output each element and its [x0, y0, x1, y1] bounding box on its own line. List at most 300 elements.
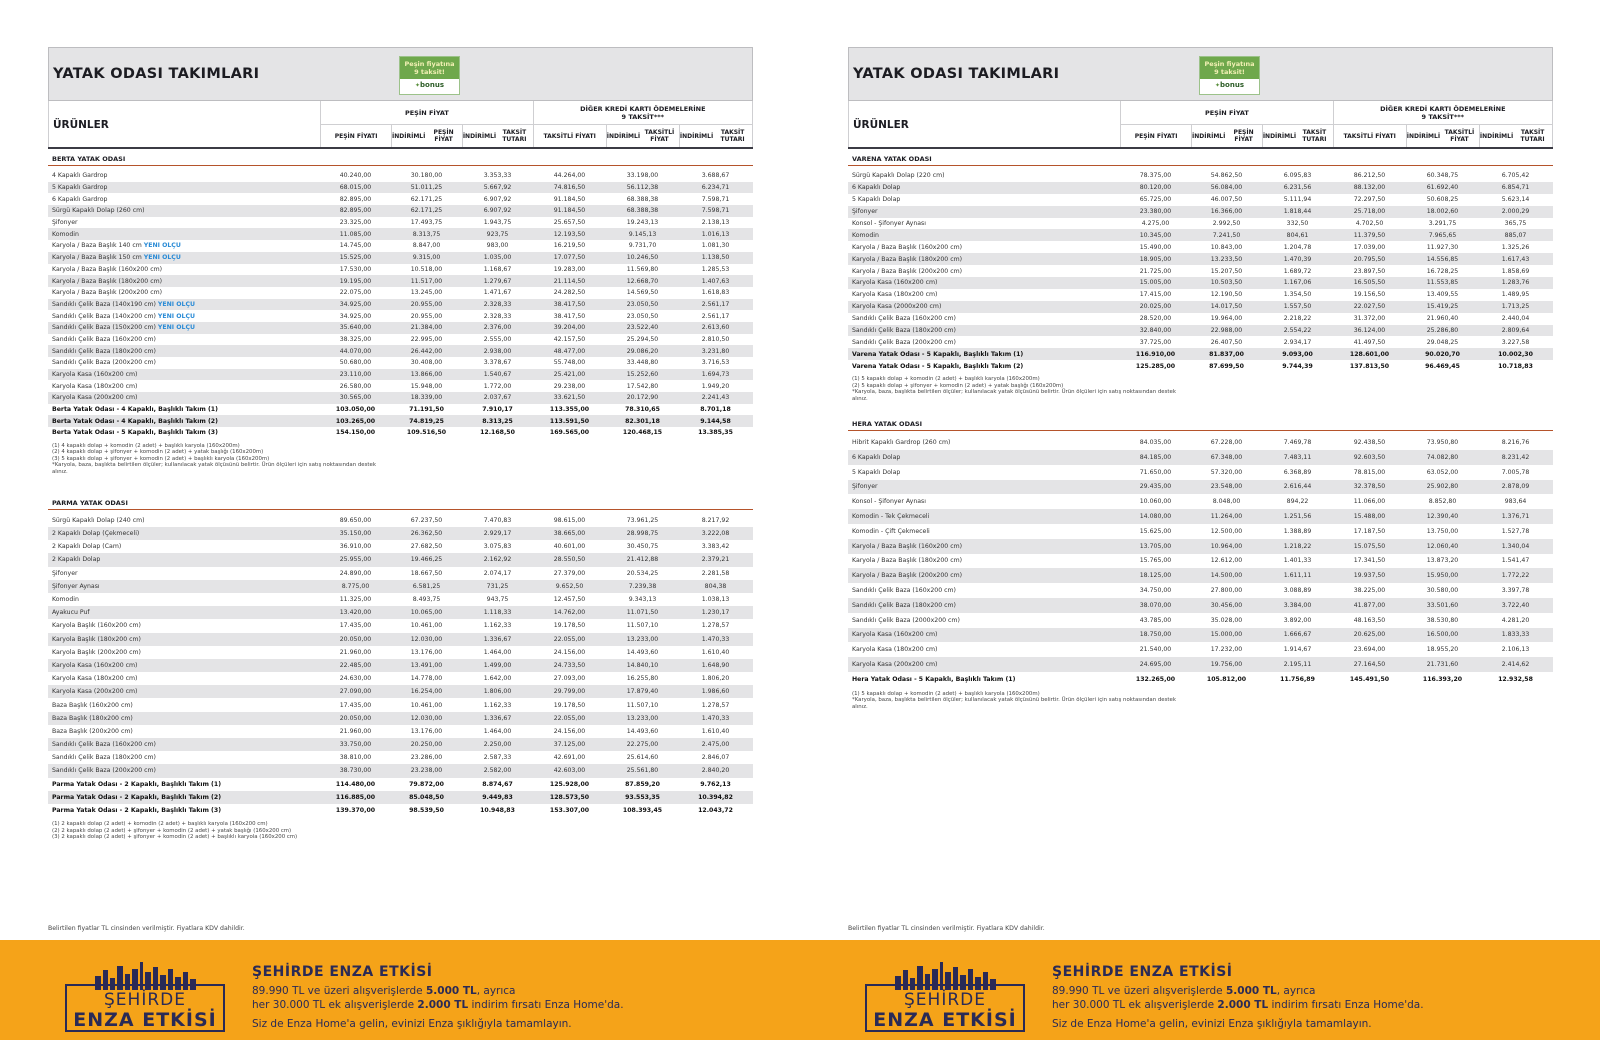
price-cell: 71.191,50 [409, 406, 444, 414]
table-row [48, 170, 753, 182]
price-cell: 116.393,20 [1422, 675, 1463, 683]
price-cell: 57.320,00 [1210, 468, 1243, 476]
price-cell: 35.150,00 [339, 530, 372, 538]
price-cell: 2.582,00 [483, 767, 512, 775]
price-cell: 923,75 [486, 230, 509, 238]
banner-line2: her 30.000 TL ek alışverişlerde 2.000 TL indirim fırsatı Enza Home'da. [1052, 999, 1424, 1011]
price-cell: 154.150,00 [335, 429, 376, 437]
bonus-logo-icon: ✦ [415, 82, 421, 89]
price-cell: 153.307,00 [549, 807, 590, 815]
price-cell: 48.163,50 [1353, 616, 1386, 624]
price-cell: 1.218,22 [1283, 542, 1312, 550]
price-cell: 11.569,80 [626, 265, 659, 273]
price-cell: 169.565,00 [549, 429, 590, 437]
price-cell: 3.892,00 [1283, 616, 1312, 624]
price-cell: 1.470,33 [701, 635, 730, 643]
price-cell: 5.623,14 [1501, 196, 1530, 204]
note-line: (1) 5 kapaklı dolap + komodin (2 adet) + başlıklı karyola (160x200m) [852, 690, 1040, 697]
price-cell: 19.156,50 [1353, 291, 1386, 299]
price-cell: 40.601,00 [553, 543, 586, 551]
price-cell: 42.691,00 [553, 754, 586, 762]
price-cell: 1.540,67 [483, 371, 512, 379]
price-cell: 92.438,50 [1353, 439, 1386, 447]
price-cell: 365,75 [1504, 220, 1527, 227]
price-cell: 16.255,80 [626, 675, 659, 683]
price-cell: 983,64 [1504, 498, 1527, 506]
table-row [848, 206, 1553, 218]
price-cell: 40.240,00 [339, 172, 372, 180]
price-cell: 15.000,00 [1210, 631, 1243, 639]
promo-badge-line2: 9 taksit! [414, 68, 445, 76]
price-cell: 2.074,17 [483, 569, 512, 577]
price-cell: 26.407,50 [1210, 338, 1243, 346]
price-cell: 10.518,00 [410, 265, 443, 273]
price-cell: 11.927,30 [1426, 243, 1459, 251]
price-cell: 84.185,00 [1139, 453, 1172, 461]
table-row [848, 313, 1553, 325]
price-cell: 67.228,00 [1210, 439, 1243, 447]
set-total-row [48, 427, 753, 439]
price-cell: 1.611,11 [1283, 572, 1312, 580]
price-cell: 20.955,00 [410, 300, 443, 308]
price-cell: 44.264,00 [553, 172, 586, 180]
product-name: Sandıklı Çelik Baza (180x200 cm) [852, 327, 956, 335]
price-cell: 5.111,94 [1283, 196, 1312, 204]
product-name: Parma Yatak Odası - 2 Kapaklı, Başlıklı Takım (2) [52, 793, 222, 801]
price-cell: 2.810,50 [701, 335, 730, 343]
product-name: Sandıklı Çelik Baza (180x200 cm) [52, 347, 156, 355]
price-cell: 42.603,00 [553, 767, 586, 775]
product-name: Sandıklı Çelik Baza (180x200 cm) [52, 754, 156, 762]
product-name: Şifonyer [52, 219, 78, 227]
note-line: (1) 2 kapaklı dolap (2 adet) + komodin (2 adet) + başlıklı karyola (160x200 cm) [52, 821, 268, 828]
banner-line3: Siz de Enza Home'a gelin, evinizi Enza şıklığıyla tamamlayın. [1052, 1018, 1372, 1030]
price-cell: 19.243,13 [626, 219, 659, 227]
price-cell: 15.950,00 [1426, 572, 1459, 580]
price-cell: 27.164,50 [1353, 660, 1386, 668]
price-cell: 13.233,50 [1210, 255, 1243, 263]
price-cell: 2.929,17 [483, 530, 512, 538]
table-row [48, 712, 753, 725]
price-cell: 105.812,00 [1206, 675, 1247, 683]
table-row [848, 657, 1553, 672]
price-cell: 7.598,71 [701, 195, 730, 203]
price-cell: 15.252,60 [626, 371, 659, 379]
price-cell: 17.232,00 [1210, 646, 1243, 654]
price-cell: 27.682,50 [410, 543, 443, 551]
price-cell: 34.925,00 [339, 312, 372, 320]
price-cell: 33.448,80 [626, 359, 659, 367]
left-page [48, 47, 753, 851]
table-row [848, 218, 1553, 230]
price-cell: 21.114,50 [553, 277, 586, 285]
price-cell: 1.833,33 [1501, 631, 1530, 639]
price-cell: 6.907,92 [483, 207, 512, 215]
price-cell: 24.282,50 [553, 289, 586, 297]
note-line: *Karyola, baza, başlıkta belirtilen ölçüler; kullanılacak yatak ölçüsünü belirtir. Ürün ölçüleri için satış noktasından destek alınız. [52, 462, 376, 475]
price-cell: 8.701,18 [700, 406, 731, 414]
price-cell: 12.500,00 [1210, 527, 1243, 535]
product-name: Karyola / Baza Başlık (180x200 cm) [852, 557, 963, 565]
price-cell: 25.561,80 [626, 767, 659, 775]
product-name: Konsol - Şifonyer Aynası [852, 498, 926, 506]
product-name: Sürgü Kapaklı Dolap (240 cm) [52, 516, 145, 524]
product-name: Parma Yatak Odası - 2 Kapaklı, Başlıklı Takım (1) [52, 780, 222, 788]
table-row [48, 738, 753, 751]
price-cell: 73.961,25 [626, 516, 659, 524]
banner-line1: 89.990 TL ve üzeri alışverişlerde 5.000 TL, ayrıca [252, 985, 516, 997]
product-name: Karyola Kasa (180x200 cm) [52, 675, 138, 683]
price-cell: 46.007,50 [1210, 196, 1243, 204]
table-row [48, 580, 753, 593]
col-cash-price: PEŞİN FİYATI [334, 132, 378, 140]
price-cell: 125.928,00 [549, 780, 590, 788]
cash-price-group-header: PEŞİN FİYAT [321, 101, 532, 125]
price-cell: 2.379,21 [701, 556, 730, 564]
price-cell: 25.955,00 [339, 556, 372, 564]
table-row [848, 480, 1553, 495]
price-cell: 10.394,82 [698, 793, 733, 801]
product-name: 6 Kapaklı Gardrop [52, 195, 108, 203]
price-cell: 1.471,67 [483, 289, 512, 297]
set-total-row [848, 360, 1553, 372]
product-name: Karyola Kasa (200x200 cm) [852, 660, 938, 668]
price-cell: 24.156,00 [553, 648, 586, 656]
price-cell: 1.986,60 [701, 688, 730, 696]
price-cell: 3.722,40 [1501, 601, 1530, 609]
product-name: Sürgü Kapaklı Dolap (220 cm) [852, 172, 945, 180]
price-cell: 14.556,85 [1426, 255, 1459, 263]
product-name: Karyola Başlık (200x200 cm) [52, 648, 141, 656]
price-cell: 1.818,44 [1283, 208, 1312, 216]
logo-line2: ENZA ETKİSİ [73, 1009, 217, 1031]
price-cell: 13.176,00 [410, 727, 443, 735]
price-cell: 18.955,20 [1426, 646, 1459, 654]
section-title: VARENA YATAK ODASI [852, 155, 932, 163]
table-row [848, 325, 1553, 337]
banner-title: ŞEHİRDE ENZA ETKİSİ [252, 964, 433, 980]
price-cell: 33.501,60 [1426, 601, 1459, 609]
price-cell: 14.778,00 [410, 675, 443, 683]
price-cell: 72.297,50 [1353, 196, 1386, 204]
price-cell: 30.450,75 [626, 543, 659, 551]
vat-footnote: Belirtilen fiyatlar TL cinsinden verilmiştir. Fiyatlara KDV dahildir. [848, 925, 1045, 932]
price-cell: 30.565,00 [339, 394, 372, 402]
price-cell: 1.325,26 [1501, 243, 1530, 251]
price-cell: 73.950,80 [1426, 439, 1459, 447]
table-row [48, 725, 753, 738]
price-cell: 943,75 [486, 596, 509, 604]
product-name: Komodin [52, 230, 79, 238]
price-cell: 1.230,17 [701, 609, 730, 617]
price-cell: 12.043,72 [698, 807, 733, 815]
price-cell: 7.241,50 [1212, 231, 1241, 239]
col-discounted-installment-price: İNDİRİMLİ TAKSİTLİ FİYAT [1406, 125, 1479, 147]
price-cell: 32.378,50 [1353, 483, 1386, 491]
price-cell: 22.055,00 [553, 714, 586, 722]
price-cell: 87.699,50 [1209, 362, 1244, 370]
price-cell: 38.810,00 [339, 754, 372, 762]
price-cell: 68.388,38 [626, 207, 659, 215]
price-cell: 13.245,00 [410, 289, 443, 297]
table-row [848, 277, 1553, 289]
left-table-body [48, 149, 753, 851]
price-cell: 8.852,80 [1428, 498, 1457, 506]
price-cell: 15.490,00 [1139, 243, 1172, 251]
price-cell: 54.862,50 [1210, 172, 1243, 180]
price-cell: 12.030,00 [410, 714, 443, 722]
price-cell: 1.618,83 [701, 289, 730, 297]
price-cell: 8.231,42 [1501, 453, 1530, 461]
product-name: Sandıklı Çelik Baza (200x200 cm) [52, 359, 156, 367]
price-cell: 2.561,17 [701, 300, 730, 308]
set-total-row [48, 778, 753, 791]
price-cell: 983,00 [486, 242, 509, 250]
right-page [848, 47, 1553, 711]
table-row [848, 336, 1553, 348]
price-cell: 1.251,56 [1283, 513, 1312, 521]
price-cell: 34.750,00 [1139, 587, 1172, 594]
col-discounted-cash-price: İNDİRİMLİ PEŞİN FİYAT [1191, 125, 1262, 147]
product-name: Hera Yatak Odası - 5 Kapaklı, Başlıklı Takım (1) [852, 675, 1016, 683]
price-cell: 17.077,50 [553, 254, 586, 262]
product-name: Karyola / Baza Başlık (160x200 cm) [52, 265, 163, 273]
price-cell: 27.090,00 [339, 688, 372, 696]
price-cell: 22.988,00 [1210, 327, 1243, 335]
price-cell: 9.145,13 [628, 230, 657, 238]
note-line: (1) 5 kapaklı dolap + komodin (2 adet) + başlıklı karyola (160x200m) [852, 376, 1040, 383]
price-cell: 3.291,75 [1428, 220, 1457, 227]
price-cell: 48.477,00 [553, 347, 586, 355]
price-cell: 113.591,50 [549, 417, 590, 425]
price-cell: 14.500,00 [1210, 572, 1243, 580]
section-divider [848, 165, 1553, 166]
price-cell: 36.910,00 [339, 543, 372, 551]
price-cell: 1.376,71 [1501, 513, 1530, 521]
price-cell: 1.336,67 [483, 635, 512, 643]
table-row [848, 509, 1553, 524]
price-cell: 86.212,50 [1353, 172, 1386, 180]
price-cell: 1.666,67 [1283, 631, 1312, 639]
price-cell: 17.493,75 [410, 219, 443, 227]
promo-badge-line2: 9 taksit! [1214, 68, 1245, 76]
table-row [48, 252, 753, 264]
price-cell: 38.417,50 [553, 312, 586, 320]
product-name: Baza Başlık (200x200 cm) [52, 727, 133, 735]
price-cell: 37.725,00 [1139, 338, 1172, 346]
price-cell: 3.075,83 [483, 543, 512, 551]
price-cell: 6.854,71 [1501, 184, 1530, 192]
price-cell: 8.048,00 [1212, 498, 1241, 506]
price-cell: 23.050,50 [626, 312, 659, 320]
price-cell: 33.198,00 [626, 172, 659, 180]
price-cell: 10.065,00 [410, 609, 443, 617]
price-cell: 109.516,50 [406, 429, 447, 437]
price-cell: 63.052,00 [1426, 468, 1459, 476]
price-cell: 3.353,33 [483, 172, 512, 180]
price-cell: 3.088,89 [1283, 587, 1312, 594]
price-cell: 68.015,00 [339, 184, 372, 192]
price-cell: 26.580,00 [339, 382, 372, 390]
price-cell: 4.702,50 [1355, 220, 1384, 227]
price-cell: 38.730,00 [339, 767, 372, 775]
price-cell: 1.858,69 [1501, 267, 1530, 275]
product-name: Karyola Başlık (180x200 cm) [52, 635, 141, 643]
product-name: Şifonyer [852, 208, 878, 216]
price-cell: 1.541,47 [1501, 557, 1530, 565]
price-cell: 2.616,44 [1283, 483, 1312, 491]
price-cell: 2.840,20 [701, 767, 730, 775]
price-cell: 103.050,00 [335, 406, 376, 414]
col-discounted-cash-price: İNDİRİMLİ PEŞİN FİYAT [391, 125, 462, 147]
table-row [48, 606, 753, 619]
product-name: Karyola / Baza Başlık 150 cm YENİ ÖLÇÜ [52, 254, 181, 262]
table-row [848, 568, 1553, 583]
city-skyline-icon [93, 960, 201, 990]
price-cell: 2.250,00 [483, 741, 512, 749]
product-name: Şifonyer [52, 569, 78, 577]
price-cell: 17.341,50 [1353, 557, 1386, 565]
price-cell: 8.775,00 [341, 582, 370, 590]
price-cell: 10.948,83 [480, 807, 515, 815]
price-cell: 51.011,25 [410, 184, 443, 192]
product-name: Karyola Kasa (180x200 cm) [52, 382, 138, 390]
price-cell: 108.393,45 [622, 807, 663, 815]
product-name: 6 Kapaklı Dolap [852, 453, 901, 461]
bonus-logo-text: bonus [420, 81, 444, 89]
price-cell: 125.285,00 [1135, 362, 1176, 370]
price-cell: 11.066,00 [1353, 498, 1386, 506]
price-cell: 22.995,00 [410, 335, 443, 343]
price-cell: 7.005,78 [1501, 468, 1530, 476]
price-cell: 24.156,00 [553, 727, 586, 735]
price-cell: 804,38 [704, 582, 727, 590]
price-cell: 1.278,57 [701, 622, 730, 630]
product-name: Karyola / Baza Başlık (200x200 cm) [852, 267, 963, 275]
price-cell: 15.625,00 [1139, 527, 1172, 535]
price-cell: 9.652,50 [555, 582, 584, 590]
price-cell: 10.964,00 [1210, 542, 1243, 550]
table-row [48, 205, 753, 217]
page-title: YATAK ODASI TAKIMLARI [853, 66, 1060, 82]
product-name: Karyola / Baza Başlık 140 cm YENİ ÖLÇÜ [52, 242, 181, 250]
price-cell: 894,22 [1286, 498, 1309, 506]
price-cell: 90.020,70 [1425, 350, 1460, 358]
table-row [48, 527, 753, 540]
price-cell: 885,07 [1504, 231, 1527, 239]
table-row [848, 494, 1553, 509]
price-cell: 20.050,00 [339, 714, 372, 722]
price-cell: 15.488,00 [1353, 513, 1386, 521]
price-cell: 39.204,00 [553, 324, 586, 332]
price-cell: 20.250,00 [410, 741, 443, 749]
price-cell: 8.313,25 [482, 417, 513, 425]
price-cell: 25.421,00 [553, 371, 586, 379]
price-cell: 3.716,53 [701, 359, 730, 367]
product-name: Karyola Kasa (160x200 cm) [52, 371, 138, 379]
price-cell: 25.657,50 [553, 219, 586, 227]
product-name: 4 Kapaklı Gardrop [52, 172, 108, 180]
col-discounted-installment-amount: İNDİRİMLİ TAKSİT TUTARI [462, 125, 533, 147]
product-name: Sandıklı Çelik Baza (140x190 cm) YENİ ÖLÇÜ [52, 300, 196, 308]
price-cell: 22.027,50 [1353, 303, 1386, 311]
table-header-banner [848, 47, 1553, 101]
price-cell: 4.275,00 [1141, 220, 1170, 227]
price-cell: 93.553,35 [625, 793, 660, 801]
price-cell: 12.030,00 [410, 635, 443, 643]
price-cell: 13.866,00 [410, 371, 443, 379]
price-cell: 23.238,00 [410, 767, 443, 775]
price-cell: 29.799,00 [553, 688, 586, 696]
promo-badge-line1: Peşin fiyatına [1204, 60, 1255, 68]
price-cell: 18.750,00 [1139, 631, 1172, 639]
price-cell: 9.762,13 [700, 780, 731, 788]
price-cell: 11.553,85 [1426, 279, 1459, 287]
price-cell: 50.608,25 [1426, 196, 1459, 204]
product-name: Hibrit Kapaklı Gardrop (260 cm) [852, 439, 951, 447]
price-cell: 11.379,50 [1353, 231, 1386, 239]
enza-etkisi-logo [65, 984, 225, 1032]
product-name: Sandıklı Çelik Baza (160x200 cm) [52, 741, 156, 749]
price-cell: 23.694,00 [1353, 646, 1386, 654]
product-name: Parma Yatak Odası - 2 Kapaklı, Başlıklı Takım (3) [52, 807, 222, 815]
table-row [48, 633, 753, 646]
price-cell: 2.376,00 [483, 324, 512, 332]
price-cell: 28.998,75 [626, 530, 659, 538]
price-cell: 2.613,60 [701, 324, 730, 332]
price-cell: 1.772,00 [483, 382, 512, 390]
price-cell: 1.470,33 [701, 714, 730, 722]
new-size-badge: YENİ ÖLÇÜ [157, 312, 196, 320]
price-cell: 43.785,00 [1139, 616, 1172, 624]
price-cell: 16.505,50 [1353, 279, 1386, 287]
price-cell: 61.692,40 [1426, 184, 1459, 192]
price-cell: 21.412,88 [626, 556, 659, 564]
col-discounted-installment-amount-2: İNDİRİMLİ TAKSİT TUTARI [1479, 125, 1552, 147]
price-cell: 6.907,92 [483, 195, 512, 203]
price-cell: 21.960,00 [339, 648, 372, 656]
price-cell: 1.617,43 [1501, 255, 1530, 263]
price-cell: 23.897,50 [1353, 267, 1386, 275]
price-cell: 12.190,50 [1210, 291, 1243, 299]
price-cell: 114.480,00 [335, 780, 376, 788]
price-cell: 38.225,00 [1353, 587, 1386, 594]
product-name: Karyola / Baza Başlık (160x200 cm) [852, 542, 963, 550]
product-name: Karyola Başlık (160x200 cm) [52, 622, 141, 630]
credit-card-group-header: DİĞER KREDİ KARTI ÖDEMELERİNE 9 TAKSİT*** [1334, 101, 1552, 125]
product-name: Sandıklı Çelik Baza (160x200 cm) [852, 587, 956, 594]
price-cell: 16.219,50 [553, 242, 586, 250]
price-cell: 1.464,00 [483, 727, 512, 735]
price-cell: 23.110,00 [339, 371, 372, 379]
price-cell: 32.840,00 [1139, 327, 1172, 335]
price-cell: 56.084,00 [1210, 184, 1243, 192]
price-cell: 7.239,38 [628, 582, 657, 590]
price-cell: 19.964,00 [1210, 315, 1243, 323]
price-cell: 3.222,08 [701, 530, 730, 538]
price-cell: 10.060,00 [1139, 498, 1172, 506]
price-cell: 12.060,40 [1426, 542, 1459, 550]
price-cell: 132.265,00 [1135, 675, 1176, 683]
price-cell: 128.601,00 [1349, 350, 1390, 358]
logo-line1: ŞEHİRDE [104, 990, 186, 1010]
price-cell: 62.171,25 [410, 207, 443, 215]
product-name: Komodin [852, 231, 879, 239]
price-cell: 19.756,00 [1210, 660, 1243, 668]
new-size-badge: YENİ ÖLÇÜ [143, 242, 181, 250]
price-cell: 2.561,17 [701, 312, 730, 320]
product-name: Karyola / Baza Başlık (180x200 cm) [52, 277, 163, 285]
